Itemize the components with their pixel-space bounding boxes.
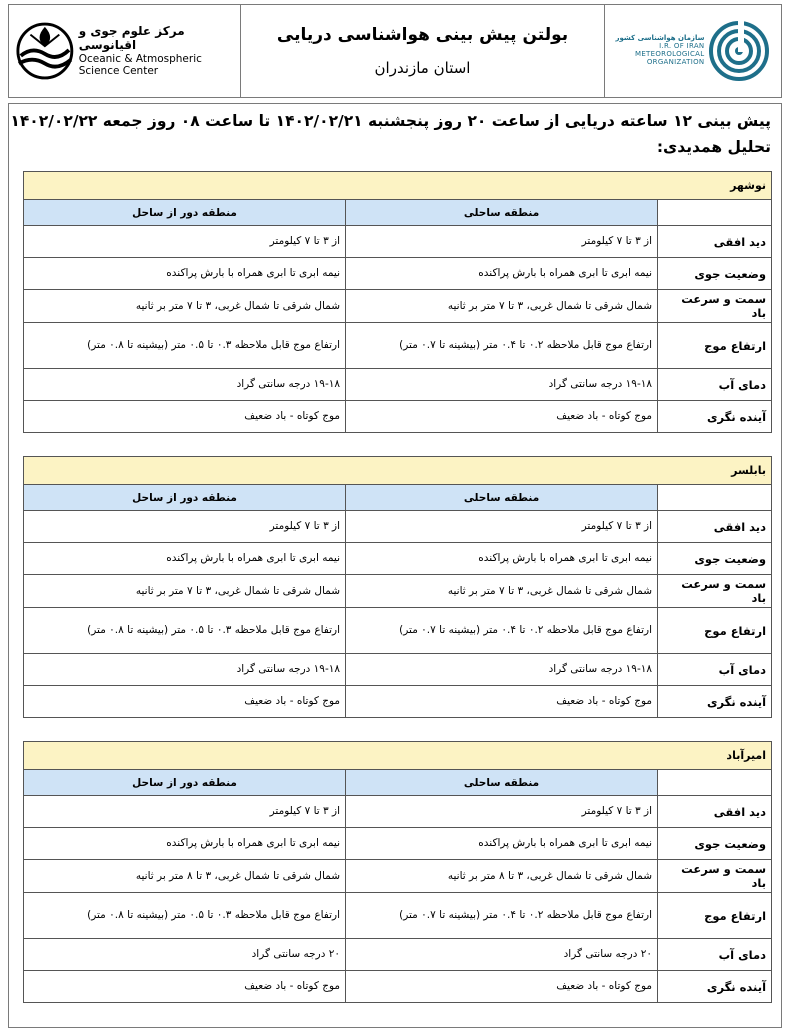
param-weather: وضعیت جوی xyxy=(658,258,772,290)
offshore-header: منطقه دور از ساحل xyxy=(24,200,346,226)
coastal-header: منطقه ساحلی xyxy=(346,770,658,796)
bulletin-header xyxy=(8,4,782,98)
table-row xyxy=(24,575,772,608)
offshore-water-temp: ۱۹-۱۸ درجه سانتی گراد xyxy=(24,369,346,401)
param-visibility: دید افقی xyxy=(658,796,772,828)
forecast-body xyxy=(8,103,782,1028)
province-name: استان مازندران xyxy=(374,59,471,77)
region-amirabad xyxy=(23,741,771,1003)
param-wave: ارتفاع موج xyxy=(658,608,772,654)
irimo-logo-icon xyxy=(708,20,770,82)
offshore-visibility: از ۳ تا ۷ کیلومتر xyxy=(24,226,346,258)
coastal-outlook: موج کوتاه - باد ضعیف xyxy=(346,971,658,1003)
param-wind: سمت و سرعت باد xyxy=(658,860,772,893)
param-wave: ارتفاع موج xyxy=(658,893,772,939)
param-header-cell xyxy=(658,200,772,226)
offshore-wave: ارتفاع موج قابل ملاحظه ۰.۳ تا ۰.۵ متر (بیشینه تا ۰.۸ متر) xyxy=(24,893,346,939)
offshore-water-temp: ۱۹-۱۸ درجه سانتی گراد xyxy=(24,654,346,686)
forecast-table xyxy=(23,741,772,1003)
oceanic-center-logo-icon xyxy=(15,20,75,82)
param-water-temp: دمای آب xyxy=(658,369,772,401)
table-row xyxy=(24,543,772,575)
table-row xyxy=(24,796,772,828)
coastal-wave: ارتفاع موج قابل ملاحظه ۰.۲ تا ۰.۴ متر (بیشینه تا ۰.۷ متر) xyxy=(346,608,658,654)
bulletin-title: بولتن پیش بینی هواشناسی دریایی xyxy=(276,25,569,45)
center-name-en-line1: Oceanic & Atmospheric xyxy=(78,52,202,65)
station-name: امیرآباد xyxy=(24,742,772,770)
offshore-weather: نیمه ابری تا ابری همراه با بارش پراکنده xyxy=(24,828,346,860)
region-babolsar xyxy=(23,456,771,718)
station-row xyxy=(24,457,772,485)
table-row xyxy=(24,939,772,971)
offshore-weather: نیمه ابری تا ابری همراه با بارش پراکنده xyxy=(24,543,346,575)
coastal-visibility: از ۳ تا ۷ کیلومتر xyxy=(346,796,658,828)
synoptic-label: تحلیل همدیدی: xyxy=(656,138,771,156)
table-row xyxy=(24,860,772,893)
station-row xyxy=(24,172,772,200)
coastal-weather: نیمه ابری تا ابری همراه با بارش پراکنده xyxy=(346,828,658,860)
table-row xyxy=(24,971,772,1003)
offshore-wind: شمال شرقی تا شمال غربی، ۳ تا ۸ متر بر ثانیه xyxy=(24,860,346,893)
coastal-weather: نیمه ابری تا ابری همراه با بارش پراکنده xyxy=(346,258,658,290)
offshore-outlook: موج کوتاه - باد ضعیف xyxy=(24,686,346,718)
offshore-visibility: از ۳ تا ۷ کیلومتر xyxy=(24,511,346,543)
table-row xyxy=(24,290,772,323)
param-water-temp: دمای آب xyxy=(658,654,772,686)
offshore-header: منطقه دور از ساحل xyxy=(24,770,346,796)
center-logo-block xyxy=(9,5,241,97)
param-outlook: آینده نگری xyxy=(658,686,772,718)
coastal-visibility: از ۳ تا ۷ کیلومتر xyxy=(346,226,658,258)
offshore-outlook: موج کوتاه - باد ضعیف xyxy=(24,401,346,433)
irimo-en-line3: ORGANIZATION xyxy=(646,57,705,66)
table-row xyxy=(24,369,772,401)
coastal-water-temp: ۱۹-۱۸ درجه سانتی گراد xyxy=(346,654,658,686)
table-row xyxy=(24,258,772,290)
column-header-row xyxy=(24,770,772,796)
irimo-en-line1: I.R. OF IRAN xyxy=(659,42,705,51)
irimo-en-line2: METEOROLOGICAL xyxy=(634,50,705,58)
offshore-weather: نیمه ابری تا ابری همراه با بارش پراکنده xyxy=(24,258,346,290)
offshore-visibility: از ۳ تا ۷ کیلومتر xyxy=(24,796,346,828)
coastal-visibility: از ۳ تا ۷ کیلومتر xyxy=(346,511,658,543)
table-row xyxy=(24,893,772,939)
offshore-wind: شمال شرقی تا شمال غربی، ۳ تا ۷ متر بر ثانیه xyxy=(24,290,346,323)
forecast-title: پیش بینی ۱۲ ساعته دریایی از ساعت ۲۰ روز پنجشنبه ۱۴۰۲/۰۲/۲۱ تا ساعت ۰۸ روز جمعه ۱۴۰۲/۰۲/۲۲ xyxy=(10,112,771,130)
forecast-table xyxy=(23,456,772,718)
table-row xyxy=(24,401,772,433)
table-row xyxy=(24,686,772,718)
offshore-wave: ارتفاع موج قابل ملاحظه ۰.۳ تا ۰.۵ متر (بیشینه تا ۰.۸ متر) xyxy=(24,323,346,369)
irimo-name-fa: سازمان هواشناسی کشور xyxy=(615,34,705,43)
table-row xyxy=(24,654,772,686)
coastal-weather: نیمه ابری تا ابری همراه با بارش پراکنده xyxy=(346,543,658,575)
center-name-fa: مرکز علوم جوی و اقیانوسی xyxy=(78,24,185,52)
param-water-temp: دمای آب xyxy=(658,939,772,971)
coastal-header: منطقه ساحلی xyxy=(346,200,658,226)
coastal-water-temp: ۱۹-۱۸ درجه سانتی گراد xyxy=(346,369,658,401)
coastal-wave: ارتفاع موج قابل ملاحظه ۰.۲ تا ۰.۴ متر (بیشینه تا ۰.۷ متر) xyxy=(346,893,658,939)
coastal-wind: شمال شرقی تا شمال غربی، ۳ تا ۷ متر بر ثانیه xyxy=(346,575,658,608)
table-row xyxy=(24,226,772,258)
column-header-row xyxy=(24,200,772,226)
coastal-water-temp: ۲۰ درجه سانتی گراد xyxy=(346,939,658,971)
param-wind: سمت و سرعت باد xyxy=(658,575,772,608)
center-name-en-line2: Science Center xyxy=(78,64,159,77)
offshore-header: منطقه دور از ساحل xyxy=(24,485,346,511)
offshore-wave: ارتفاع موج قابل ملاحظه ۰.۳ تا ۰.۵ متر (بیشینه تا ۰.۸ متر) xyxy=(24,608,346,654)
param-header-cell xyxy=(658,485,772,511)
station-name: بابلسر xyxy=(24,457,772,485)
irimo-logo-block xyxy=(605,5,781,97)
param-outlook: آینده نگری xyxy=(658,971,772,1003)
coastal-wind: شمال شرقی تا شمال غربی، ۳ تا ۸ متر بر ثانیه xyxy=(346,860,658,893)
param-wind: سمت و سرعت باد xyxy=(658,290,772,323)
coastal-outlook: موج کوتاه - باد ضعیف xyxy=(346,401,658,433)
coastal-wind: شمال شرقی تا شمال غربی، ۳ تا ۷ متر بر ثانیه xyxy=(346,290,658,323)
table-row xyxy=(24,608,772,654)
param-weather: وضعیت جوی xyxy=(658,543,772,575)
param-visibility: دید افقی xyxy=(658,226,772,258)
column-header-row xyxy=(24,485,772,511)
forecast-table xyxy=(23,171,772,433)
param-weather: وضعیت جوی xyxy=(658,828,772,860)
coastal-wave: ارتفاع موج قابل ملاحظه ۰.۲ تا ۰.۴ متر (بیشینه تا ۰.۷ متر) xyxy=(346,323,658,369)
station-name: نوشهر xyxy=(24,172,772,200)
param-outlook: آینده نگری xyxy=(658,401,772,433)
param-visibility: دید افقی xyxy=(658,511,772,543)
coastal-header: منطقه ساحلی xyxy=(346,485,658,511)
station-row xyxy=(24,742,772,770)
table-row xyxy=(24,511,772,543)
param-header-cell xyxy=(658,770,772,796)
offshore-outlook: موج کوتاه - باد ضعیف xyxy=(24,971,346,1003)
param-wave: ارتفاع موج xyxy=(658,323,772,369)
offshore-water-temp: ۲۰ درجه سانتی گراد xyxy=(24,939,346,971)
table-row xyxy=(24,828,772,860)
table-row xyxy=(24,323,772,369)
region-nowshahr xyxy=(23,171,771,433)
offshore-wind: شمال شرقی تا شمال غربی، ۳ تا ۷ متر بر ثانیه xyxy=(24,575,346,608)
header-title-block xyxy=(241,5,605,97)
coastal-outlook: موج کوتاه - باد ضعیف xyxy=(346,686,658,718)
